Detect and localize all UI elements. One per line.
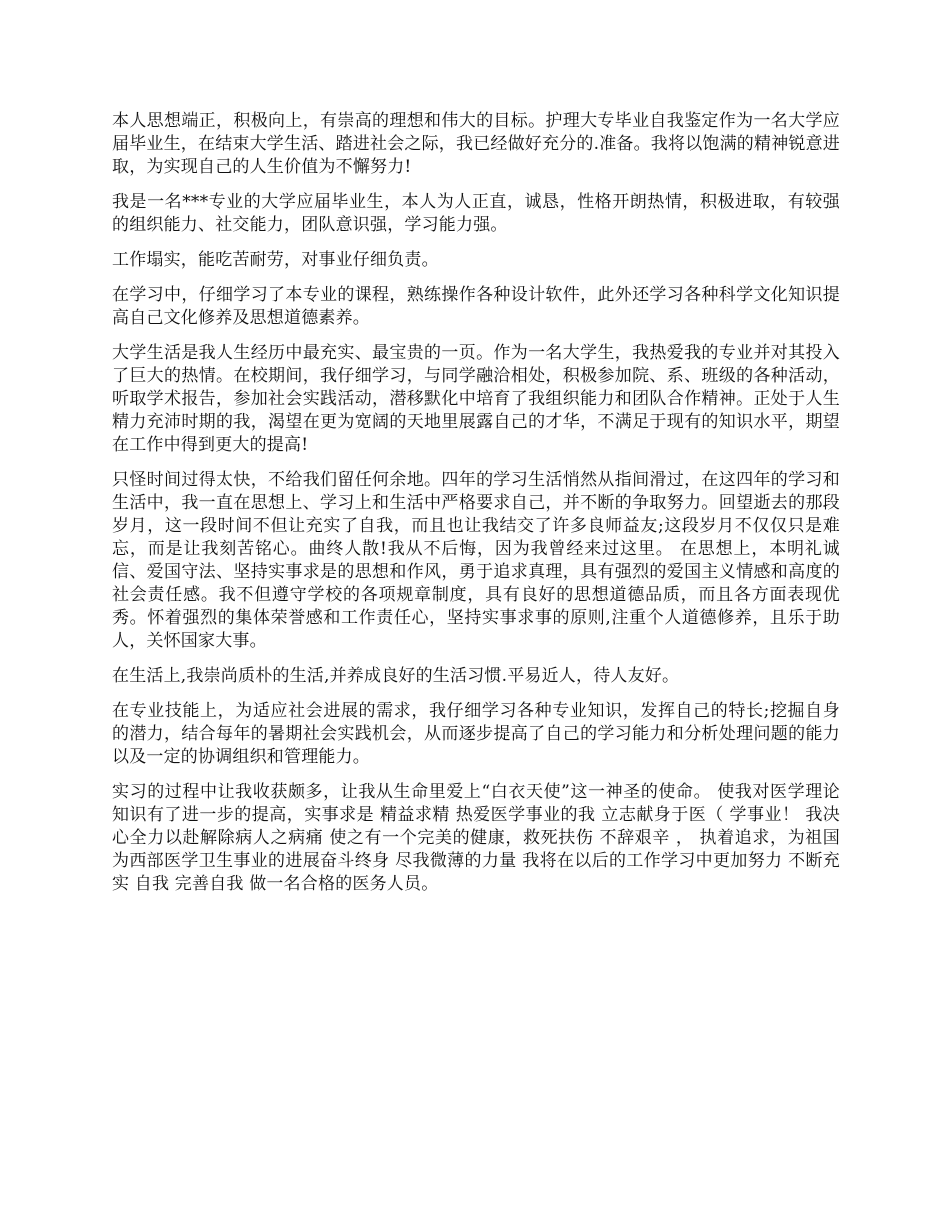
- paragraph-1: 本人思想端正，积极向上，有崇高的理想和伟大的目标。护理大专毕业自我鉴定作为一名大学应届毕业生，在结束大学生活、踏进社会之际，我已经做好充分的.准备。我将以饱满的精神锐意进取，为实现自己的人生价值为不懈努力!: [112, 111, 841, 177]
- paragraph-3: 工作塌实，能吃苦耐劳，对事业仔细负责。: [112, 250, 439, 270]
- paragraph-8: 在专业技能上，为适应社会进展的需求，我仔细学习各种专业知识，发挥自己的特长;挖掘自身的潜力，结合每年的暑期社会实践机会，从而逐步提高了自己的学习能力和分析处理问题的能力以及一定的协调组织和管理能力。: [112, 701, 840, 767]
- paragraph-2: 我是一名***专业的大学应届毕业生，本人为人正直，诚恳，性格开朗热情，积极进取，有较强的组织能力、社交能力，团队意识强，学习能力强。: [112, 192, 840, 235]
- paragraph-6: 只怪时间过得太快，不给我们留任何余地。四年的学习生活悄然从指间滑过，在这四年的学习和生活中，我一直在思想上、学习上和生活中严格要求自己，并不断的争取努力。回望逝去的那段岁月，这一段时间不但让充实了自我，而且也让我结交了许多良师益友;这段岁月不仅仅只是难忘，而是让我刻苦铭心。曲终人散!我从不后悔，因为我曾经来过这里。 在思想上，本明礼诚信、爱国守法、坚持实事求是的思想和作风，勇于追求真理，具有强烈的爱国主义情感和高度的社会责任感。我不但遵守学校的各项规章制度，具有良好的思想道德品质，而且各方面表现优秀。怀着强烈的集体荣誉感和工作责任心，坚持实事求事的原则,注重个人道德修养，且乐于助人，关怀国家大事。: [112, 470, 840, 651]
- paragraph-4: 在学习中，仔细学习了本专业的课程，熟练操作各种设计软件，此外还学习各种科学文化知识提高自己文化修养及思想道德素养。: [112, 285, 840, 328]
- paragraph-9: 实习的过程中让我收获颇多，让我从生命里爱上“白衣天使”这一神圣的使命。 使我对医学理论知识有了进一步的提高，实事求是 精益求精 热爱医学事业的我 立志献身于医（ 学事业！ 我决心全力以赴解除病人之病痛 使之有一个完美的健康，救死扶伤 不辞艰辛 ， 执着追求，为祖国 为西部医学卫生事业的进展奋斗终身 尽我微薄的力量 我将在以后的工作学习中更加努力 不断充实 自我 完善自我 做一名合格的医务人员。: [112, 782, 840, 894]
- paragraph-5: 大学生活是我人生经历中最充实、最宝贵的一页。作为一名大学生，我热爱我的专业并对其投入了巨大的热情。在校期间，我仔细学习，与同学融洽相处，积极参加院、系、班级的各种活动，听取学术报告，参加社会实践活动，潜移默化中培育了我组织能力和团队合作精神。正处于人生精力充沛时期的我，渴望在更为宽阔的天地里展露自己的才华，不满足于现有的知识水平，期望在工作中得到更大的提高!: [112, 343, 840, 455]
- paragraph-7: 在生活上,我崇尚质朴的生活,并养成良好的生活习惯.平易近人，待人友好。: [112, 666, 680, 686]
- document-body: [112, 110, 840, 908]
